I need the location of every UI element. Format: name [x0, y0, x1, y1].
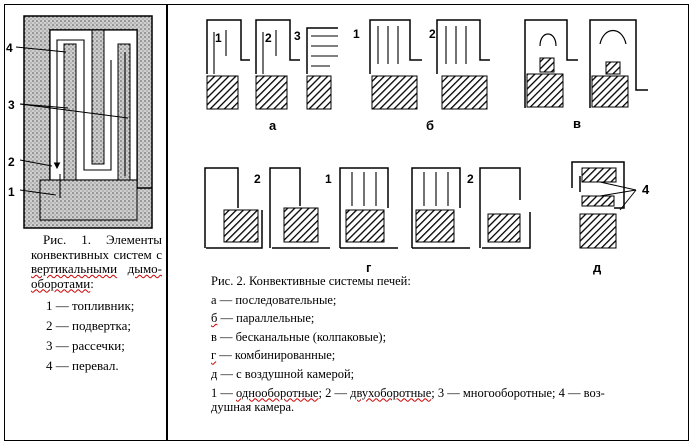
- fig2-item-text: — бесканальные (колпаковые);: [216, 329, 387, 344]
- fig2-item-text: — параллельные;: [217, 311, 315, 326]
- fig1-label-3: 3: [8, 98, 15, 112]
- fig2-item-text: — последовательные;: [216, 292, 337, 307]
- fig1-label-1: 1: [8, 185, 15, 199]
- fig2-item-letter: г: [211, 348, 217, 363]
- fig2-g-label-2a: 2: [254, 172, 261, 186]
- fig2-g-label-1: 1: [325, 172, 332, 186]
- panel-letter-b: б: [426, 118, 435, 133]
- footer-part: ; 2 —: [318, 385, 351, 400]
- fig2-caption-title: Рис. 2. Конвективные системы печей:: [211, 274, 411, 288]
- fig1-legend-item: 2 — подвертка;: [46, 318, 132, 333]
- footer-part: ; 3 — многооборотные; 4 — воз-: [431, 385, 605, 400]
- fig2-d-label-4: 4: [642, 182, 650, 197]
- fig1-legend-item: 1 — топливник;: [46, 298, 135, 313]
- panel-letter-g: г: [366, 260, 372, 275]
- fig2-a-label-2: 2: [265, 31, 272, 45]
- fig2-g-label-2b: 2: [467, 172, 474, 186]
- fig2-item-letter: а: [211, 292, 217, 307]
- footer-part: 1 —: [211, 385, 236, 400]
- footer-part: двухоборотные: [350, 385, 432, 400]
- fig1-legend-item: 4 — перевал.: [46, 358, 119, 373]
- fig2-caption-item: [211, 346, 687, 365]
- fig1-legend-item: 3 — рассечки;: [46, 338, 125, 353]
- fig2-item-text: — с воздушной камерой;: [217, 366, 355, 381]
- fig2-caption-item: [211, 309, 687, 328]
- fig2-a-label-1: 1: [215, 31, 222, 45]
- fig2-a-label-3: 3: [294, 29, 301, 43]
- fig1-caption-u2: дымо-оборотами: [31, 261, 162, 291]
- panel-letter-a: а: [269, 118, 277, 133]
- fig2-b-label-1: 1: [353, 27, 360, 41]
- panel-letter-d: д: [593, 260, 602, 275]
- fig1-caption-space: [117, 261, 128, 276]
- fig1-label-2: 2: [8, 155, 15, 169]
- fig1-caption-post: :: [90, 275, 94, 291]
- fig1-caption-pre: Рис. 1. Элементы конвективных систем с: [31, 232, 162, 262]
- fig2-item-text: — комбинированные;: [216, 348, 336, 363]
- fig2-caption: [211, 272, 687, 417]
- fig2-item-letter: б: [211, 311, 218, 326]
- fig1-caption: [31, 233, 162, 291]
- fig1-drawing: [16, 16, 152, 228]
- fig2-caption-item: [211, 291, 687, 310]
- panel-letter-v: в: [573, 116, 581, 131]
- fig2-caption-item: [211, 328, 687, 347]
- fig2-caption-item: [211, 365, 687, 384]
- fig2-item-letter: д: [211, 366, 218, 381]
- fig2-panel-a: [207, 20, 338, 74]
- fig2-b-label-2: 2: [429, 27, 436, 41]
- fig2-caption-footer-line2: душная камера.: [211, 400, 295, 415]
- fig1-legend: [46, 296, 134, 376]
- footer-part: однооборотные: [236, 385, 319, 400]
- fig2-item-letter: в: [211, 329, 217, 344]
- fig1-caption-u1: вертикальными: [31, 261, 118, 276]
- fig1-label-4: 4: [6, 41, 13, 55]
